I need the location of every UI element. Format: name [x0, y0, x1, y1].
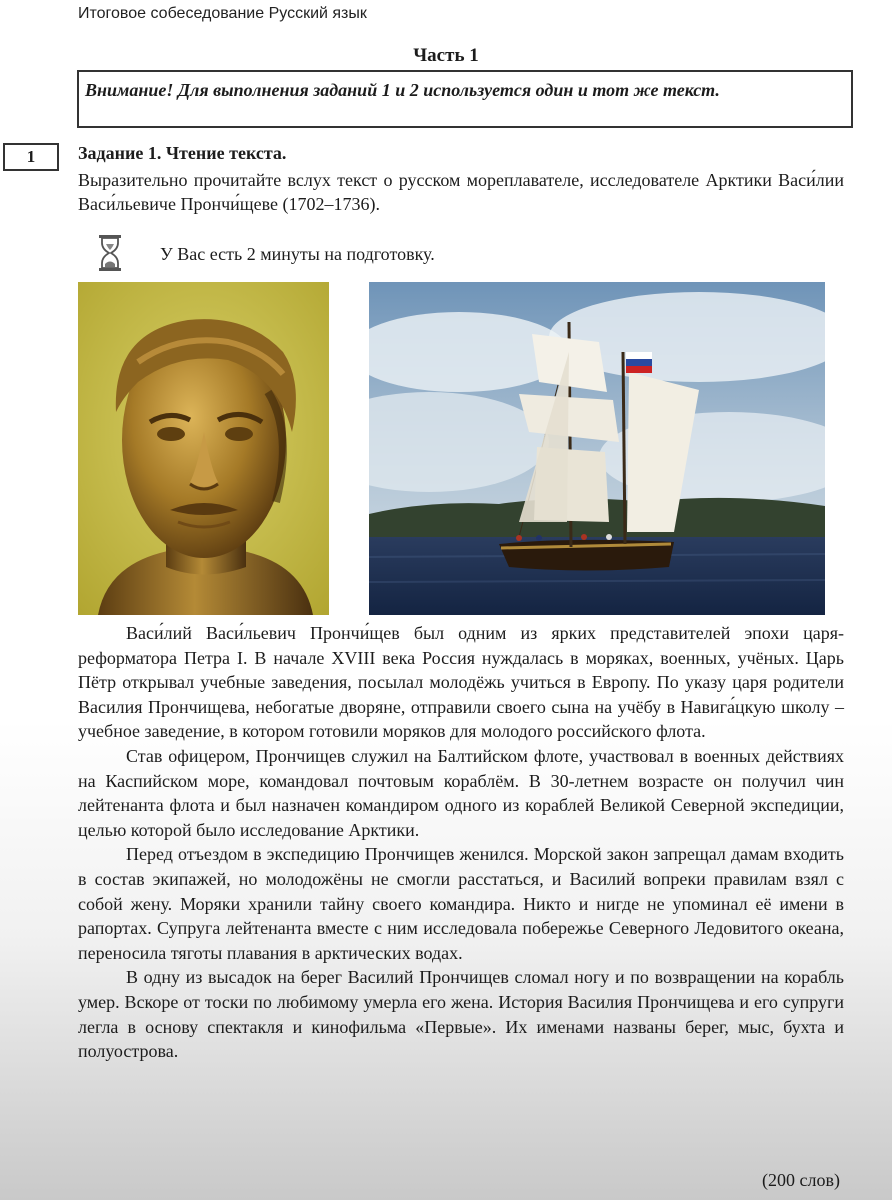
task-number-box: 1: [3, 143, 59, 171]
article-paragraph: Став офицером, Прончищев служил на Балтийском флоте, участвовал в военных действиях на Каспийском море, командовал почтовым кораблём. В 30-летнем возрасте он получил чин лейтенанта флота и был назначен командиром одного из кораблей Великой Северной экспедиции, целью которой было исследование Арктики.: [78, 745, 844, 840]
article-paragraph: В одну из высадок на берег Василий Прончищев сломал ногу и по возвращении на корабль умер. Вскоре от тоски по любимому умерла его жена. История Василия Прончищева и его супруги легла в основу спектакля и кинофильма «Первые». Их именами названы берег, мыс, бухта и полуострова.: [78, 967, 844, 1062]
task-instruction: Выразительно прочитайте вслух текст о русском мореплавателе, исследователе Арктики Васи́лии Васи́льевиче Прончи́щеве (1702–1736).: [78, 170, 844, 214]
document-header-title: Итоговое собеседование Русский язык: [78, 5, 367, 22]
task-heading: Задание 1. Чтение текста.: [78, 143, 287, 163]
word-count: (200 слов): [762, 1170, 840, 1190]
attention-notice: Внимание! Для выполнения заданий 1 и 2 используется один и тот же текст.: [77, 70, 853, 128]
article-text: [78, 621, 844, 1064]
sailing-ship-image: [369, 282, 825, 615]
portrait-image: [78, 282, 329, 615]
preparation-time-text: У Вас есть 2 минуты на подготовку.: [160, 244, 435, 264]
article-paragraph: Васи́лий Васи́льевич Прончи́щев был одним из ярких представителей эпохи царя-реформатора Петра I. В начале XVIII века Россия нуждалась в моряках, военных, учёных. Царь Пётр открывал учебные заведения, посылал молодёжь учиться в Европу. По указу царя родители Василия Прончищева, небогатые дворяне, отправили своего сына на учёбу в Навига́цкую школу – учебное заведение, в котором готовили моряков для молодого российского флота.: [78, 623, 844, 742]
part-title: Часть 1: [413, 45, 479, 66]
article-paragraph: Перед отъездом в экспедицию Прончищев женился. Морской закон запрещал дамам входить в состав экипажей, но молодожёны не смогли расстаться, и Василий вопреки правилам взял с собой жену. Моряки хранили тайну своего командира. Никто и нигде не упоминал её имени в рапортах. Супруга лейтенанта вместе с ним исследовала побережье Северного Ледовитого океана, переносила тяготы плавания в арктических водах.: [78, 844, 844, 963]
hourglass-icon: [97, 234, 123, 272]
